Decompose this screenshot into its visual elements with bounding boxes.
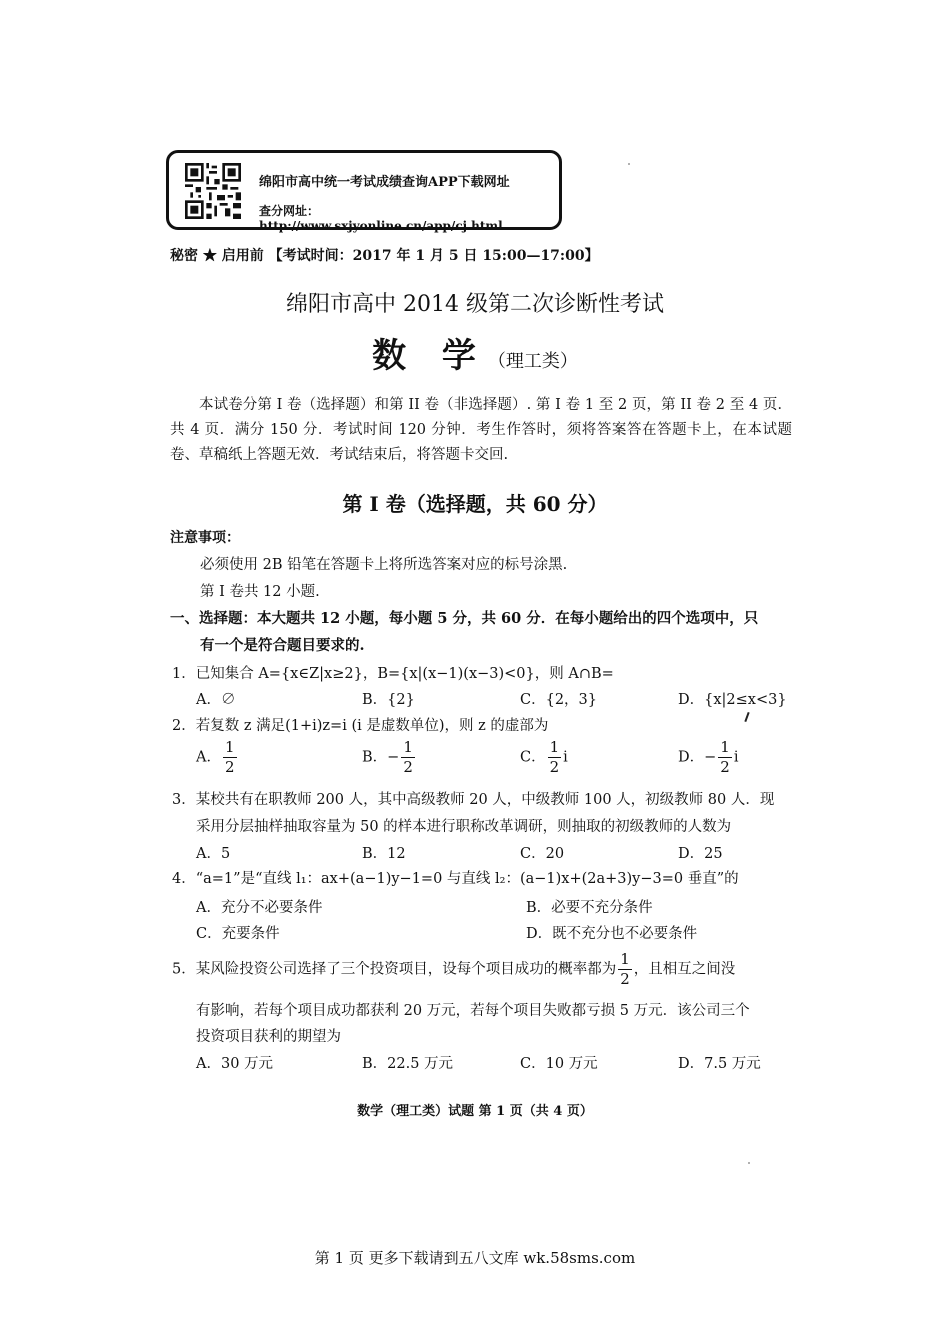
q3-option-d: D．25 [678, 846, 723, 862]
pen-mark [744, 712, 749, 722]
notes-item: 必须使用 2B 铅笔在答题卡上将所选答案对应的标号涂黑. [200, 557, 568, 573]
q5-text-pre: 5．某风险投资公司选择了三个投资项目，设每个项目成功的概率都为 [172, 961, 617, 978]
numerator: 1 [620, 950, 630, 968]
q4-option-b: B．必要不充分条件 [526, 900, 653, 916]
q2-b-label: B．− [362, 749, 400, 766]
numerator: 1 [720, 738, 730, 756]
section-heading-line1: 一、选择题：本大题共 12 小题，每小题 5 分，共 60 分．在每小题给出的四个选项中，只 [170, 610, 759, 627]
q4-option-c: C．充要条件 [196, 926, 280, 942]
numerator: 1 [549, 738, 560, 756]
numerator: 1 [403, 738, 413, 756]
app-download-banner [166, 150, 562, 233]
fraction [223, 740, 237, 775]
intro-text: 本试卷分第 I 卷（选择题）和第 II 卷（非选择题）. 第 I 卷 1 至 2 页，第 II 卷 2 至 4 页．共 4 页．满分 150 分．考试时间 120 分钟．考生作答时，须将答案答在答题卡上，在本试题卷、草稿纸上答题无效．考试结束后，将答题卡交回. [170, 397, 792, 463]
question-1-stem: 1．已知集合 A={x∈Z|x≥2}，B={x|(x−1)(x−3)<0}，则 A∩B= [172, 666, 614, 682]
fraction [401, 740, 415, 775]
q3-option-c: C．20 [520, 846, 565, 862]
notes-heading: 注意事项： [170, 530, 240, 546]
page-footer: 数学（理工类）试题 第 1 页（共 4 页） [357, 1104, 593, 1119]
denominator: 2 [549, 758, 560, 776]
imaginary-unit: i [733, 749, 739, 766]
denominator: 2 [224, 758, 235, 776]
question-3-line2: 采用分层抽样抽取容量为 50 的样本进行职称改革调研，则抽取的初级教师的人数为 [196, 819, 732, 835]
secret-line: 秘密 ★ 启用前 【考试时间：2017 年 1 月 5 日 15:00—17:00】 [170, 248, 599, 264]
volume-title: 第 I 卷（选择题，共 60 分） [342, 492, 608, 516]
intro-paragraph [170, 393, 792, 468]
question-3-line1: 3．某校共有在职教师 200 人，其中高级教师 20 人，中级教师 100 人，初级教师 80 人．现 [172, 792, 775, 808]
q4-option-d: D．既不充分也不必要条件 [526, 926, 698, 942]
scan-speck [748, 1162, 750, 1164]
exam-title: 绵阳市高中 2014 级第二次诊断性考试 [286, 292, 664, 317]
q3-option-a: A．5 [196, 846, 231, 862]
banner-title: 绵阳市高中统一考试成绩查询APP下载网址 [259, 175, 510, 190]
q1-option-d: D．{x|2≤x<3} [678, 692, 787, 708]
q2-option-a [196, 740, 239, 775]
fraction [618, 952, 632, 987]
scan-speck [628, 163, 630, 165]
q2-d-label: D．− [678, 749, 717, 766]
q5-option-d: D．7.5 万元 [678, 1056, 761, 1072]
q5-option-b: B．22.5 万元 [362, 1056, 454, 1072]
notes-item: 第 I 卷共 12 小题. [200, 584, 320, 600]
subject-main: 数 学 [372, 336, 488, 376]
denominator: 2 [720, 758, 730, 776]
q1-option-a: A．∅ [196, 692, 236, 708]
subject-title [0, 328, 950, 377]
question-5-line1 [172, 952, 735, 987]
q3-option-b: B．12 [362, 846, 406, 862]
question-5-line2: 有影响，若每个项目成功都获利 20 万元，若每个项目失败都亏损 5 万元．该公司三个 [196, 1003, 750, 1019]
q2-a-label: A． [196, 749, 221, 766]
fraction [548, 740, 562, 775]
denominator: 2 [403, 758, 413, 776]
section-heading-line2: 有一个是符合题目要求的. [200, 637, 365, 654]
subject-sub: （理工类） [487, 351, 578, 372]
q5-text-post: ，且相互之间没 [633, 961, 736, 978]
download-footer[interactable]: 第 1 页 更多下载请到五八文库 wk.58sms.com [314, 1249, 636, 1267]
q2-option-c [520, 740, 568, 775]
qr-code-icon [185, 163, 241, 219]
q4-option-a: A．充分不必要条件 [196, 900, 323, 916]
q2-c-label: C． [520, 749, 546, 766]
question-2-stem: 2．若复数 z 满足(1+i)z=i (i 是虚数单位)，则 z 的虚部为 [172, 718, 549, 734]
numerator: 1 [224, 738, 235, 756]
q1-option-c: C．{2，3} [520, 692, 597, 708]
question-4-stem: 4．“a=1”是“直线 l₁：ax+(a−1)y−1=0 与直线 l₂：(a−1)x+(2a+3)y−3=0 垂直”的 [172, 871, 739, 887]
imaginary-unit: i [563, 749, 568, 766]
q2-option-b [362, 740, 417, 775]
denominator: 2 [620, 970, 630, 988]
q5-option-a: A．30 万元 [196, 1056, 274, 1072]
q5-option-c: C．10 万元 [520, 1056, 598, 1072]
q2-option-d [678, 740, 738, 775]
q1-option-b: B．{2} [362, 692, 415, 708]
fraction [718, 740, 732, 775]
banner-url[interactable]: 查分网址：http://www.sxjyonline.cn/app/cj.html [259, 204, 503, 233]
question-5-line3: 投资项目获利的期望为 [196, 1029, 341, 1045]
